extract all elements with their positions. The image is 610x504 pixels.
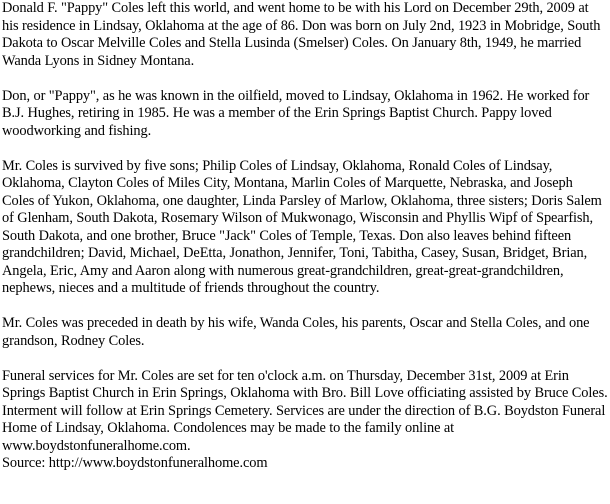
paragraph-biography: Donald F. "Pappy" Coles left this world, and went home to be with his Lord on December 29th, 2009 at his residence in Lindsay, Oklahoma at the age of 86. Don was born on July 2nd, 1923 in Mobridge, South Dakota to Oscar Melville Coles and Stella Lusinda (Smelser) Coles. On January 8th, 1949, he married Wanda Lyons in Sidney Montana.: [2, 0, 601, 69]
paragraph-career: Don, or "Pappy", as he was known in the oilfield, moved to Lindsay, Oklahoma in 1962. He worked for B.J. Hughes, retiring in 1985. He was a member of the Erin Springs Baptist Church. Pappy loved woodworking and fishing.: [2, 87, 590, 139]
paragraph-survivors: Mr. Coles is survived by five sons; Philip Coles of Lindsay, Oklahoma, Ronald Coles of Lindsay, Oklahoma, Clayton Coles of Miles City, Montana, Marlin Coles of Marquette, Nebraska, and Joseph Coles of Yukon, Oklahoma, one daughter, Linda Parsley of Marlow, Oklahoma, three sisters; Doris Salem of Glenham, South Dakota, Rosemary Wilson of Mukwonago, Wisconsin and Phyllis Wipf of Spearfish, South Dakota, and one brother, Bruce "Jack" Coles of Temple, Texas. Don also leaves behind fifteen grandchildren; David, Michael, DeEtta, Jonathon, Jennifer, Toni, Tabitha, Casey, Susan, Bridget, Brian, Angela, Eric, Amy and Aaron along with numerous great-grandchildren, great-great-grandchildren, nephews, nieces and a multitude of friends throughout the country.: [2, 157, 602, 296]
obituary-document: [2, 0, 608, 473]
paragraph-preceded: Mr. Coles was preceded in death by his wife, Wanda Coles, his parents, Oscar and Stella Coles, and one grandson, Rodney Coles.: [2, 315, 590, 349]
source-line: Source: http://www.boydstonfuneralhome.com: [2, 455, 268, 471]
paragraph-funeral-services: Funeral services for Mr. Coles are set for ten o'clock a.m. on Thursday, December 31st, 2009 at Erin Springs Baptist Church in Erin Springs, Oklahoma with Bro. Bill Love officiating assisted by Bruce Coles. Interment will follow at Erin Springs Cemetery. Services are under the direction of B.G. Boydston Funeral Home of Lindsay, Oklahoma. Condolences may be made to the family online at www.boydstonfuneralhome.com.: [2, 367, 608, 454]
